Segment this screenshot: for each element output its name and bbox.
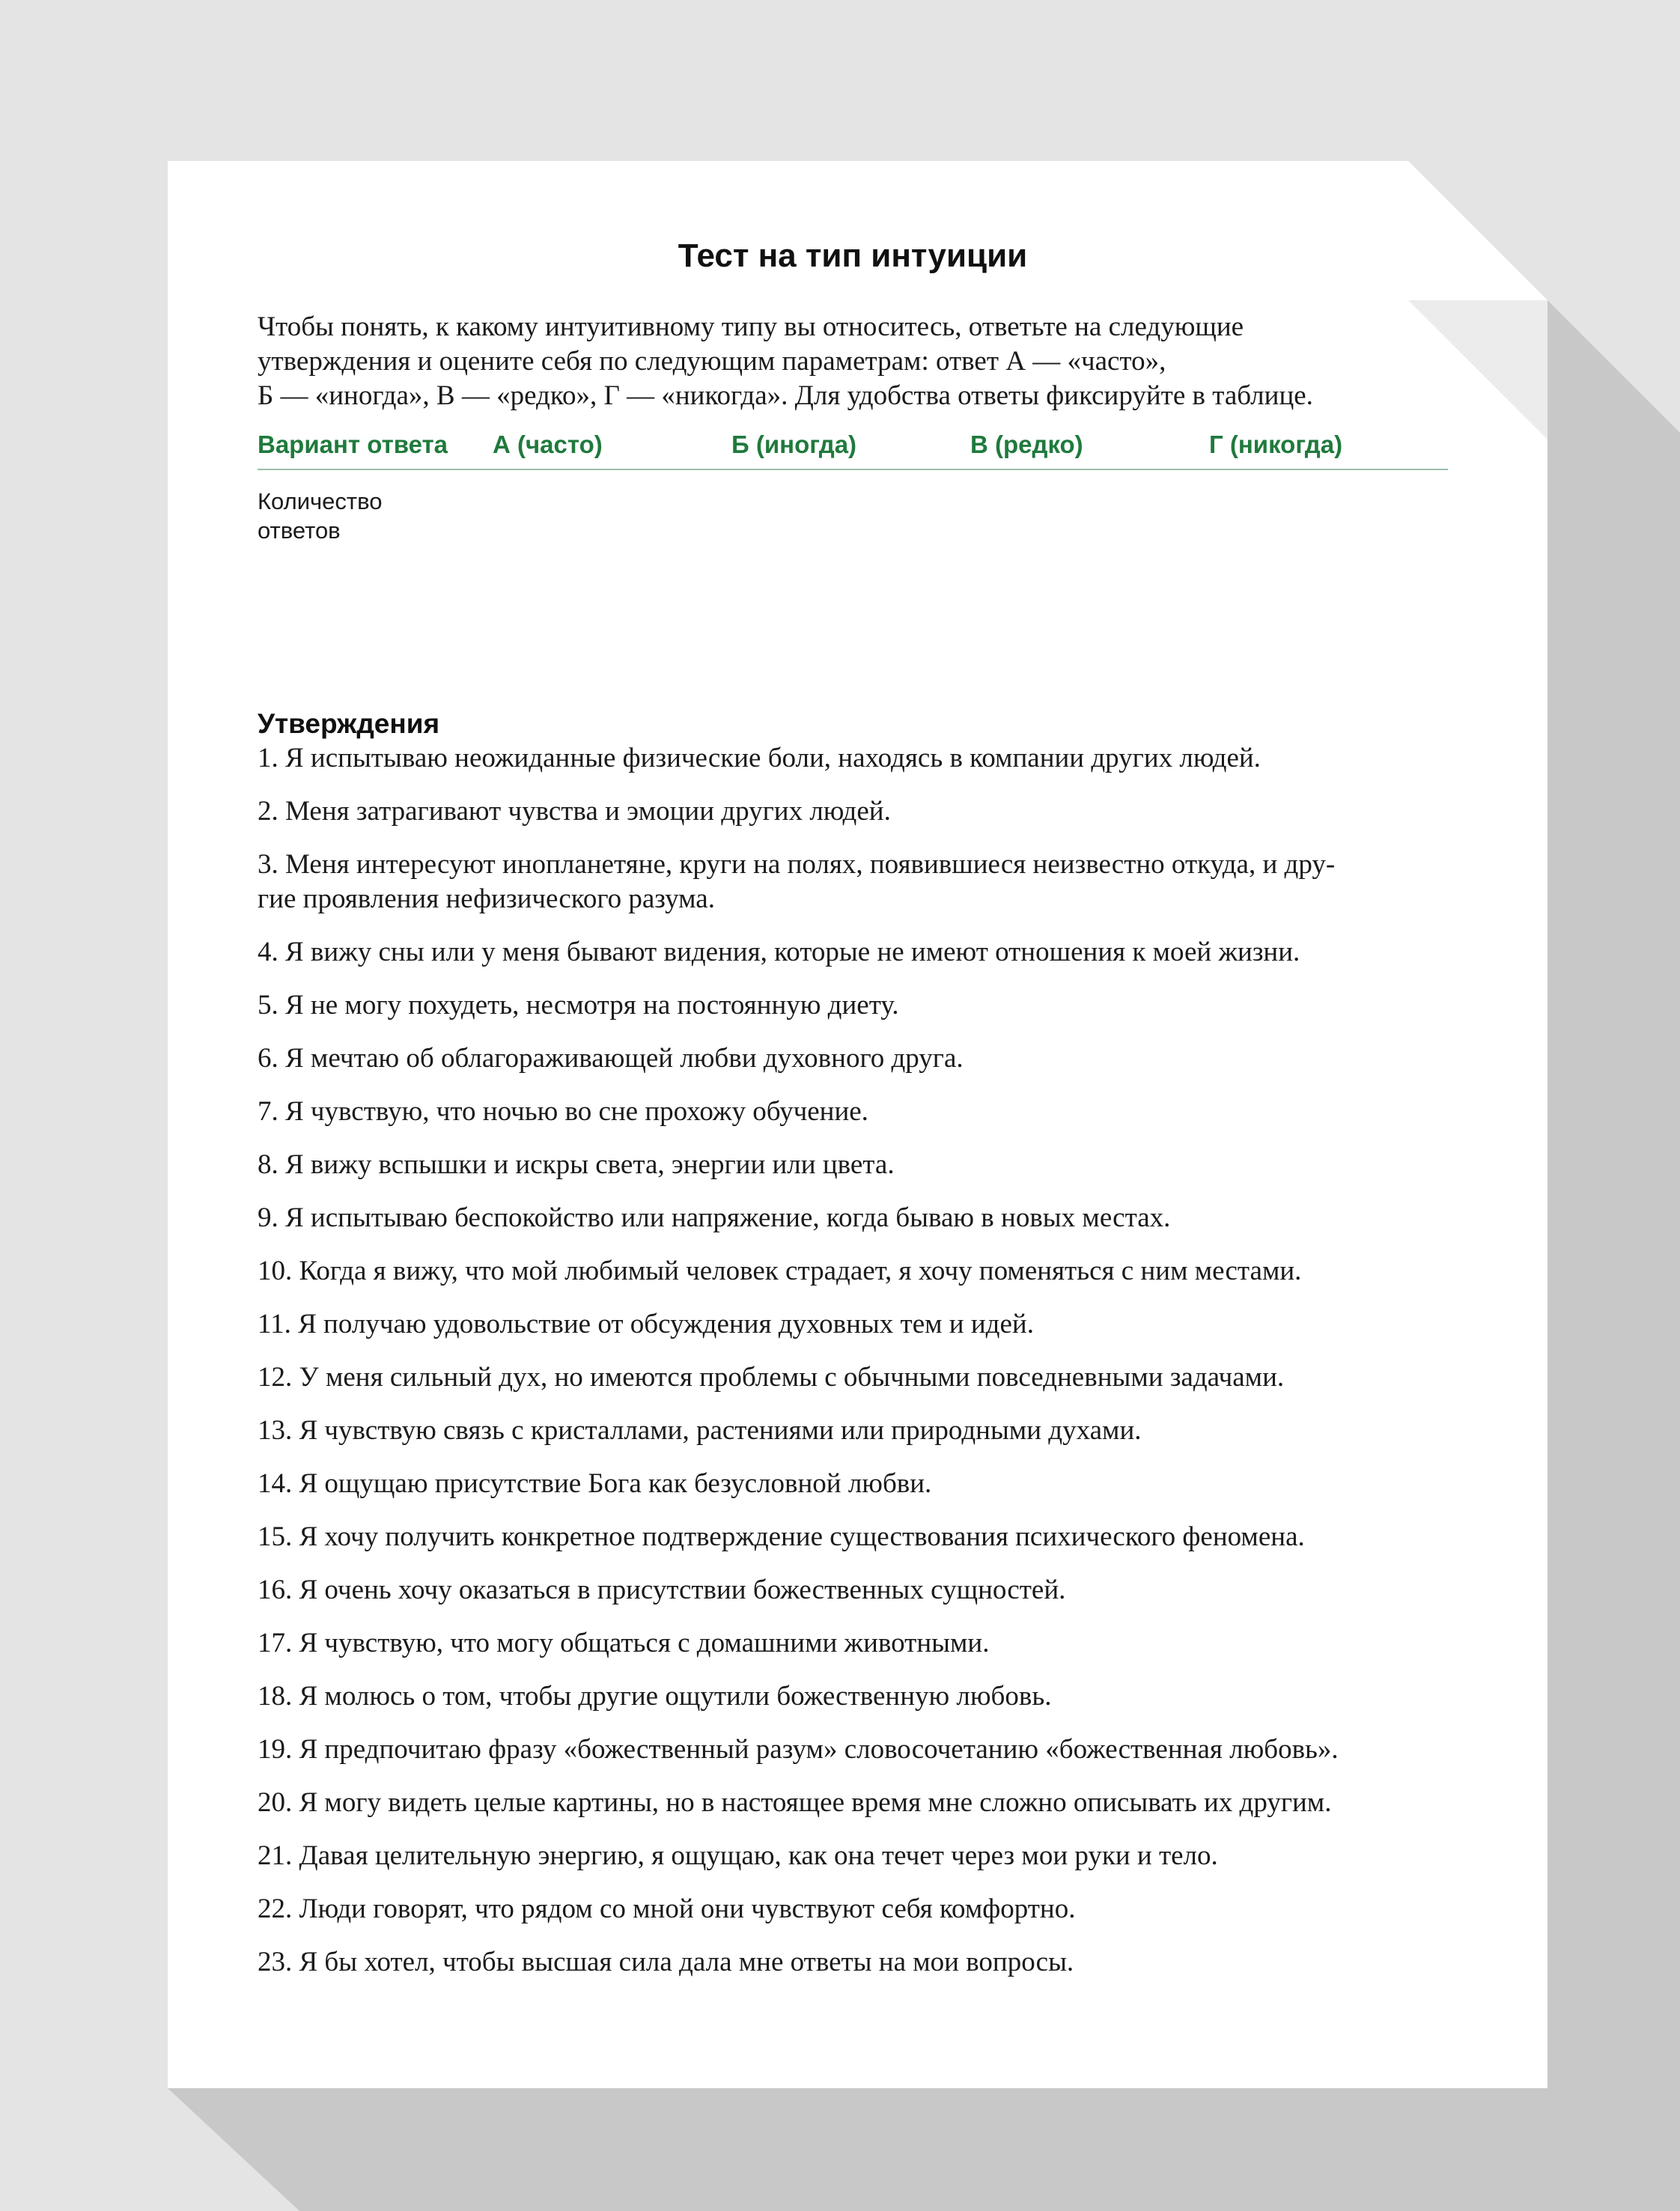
statement-item xyxy=(258,1201,1455,1235)
header-option-a: А (часто) xyxy=(493,428,731,469)
statement-item xyxy=(258,1307,1455,1342)
answer-table xyxy=(258,428,1448,545)
statement-item xyxy=(258,935,1455,970)
statement-item xyxy=(258,1626,1455,1661)
statement-text: 2. Меня затрагивают чувства и эмоции других людей. xyxy=(258,796,891,827)
statement-text: 4. Я вижу сны или у меня бывают видения, которые не имеют отношения к моей жизни. xyxy=(258,937,1300,967)
statement-item xyxy=(258,1041,1455,1076)
statement-text: 12. У меня сильный дух, но имеются проблемы с обычными повседневными задачами. xyxy=(258,1362,1285,1393)
answer-count-label xyxy=(258,469,493,545)
statement-item xyxy=(258,1892,1455,1926)
answer-count-a-cell[interactable] xyxy=(493,469,731,545)
page-title: Тест на тип интуиции xyxy=(678,237,1028,274)
statement-item xyxy=(258,1733,1455,1767)
statement-item xyxy=(258,1148,1455,1182)
statement-text: 18. Я молюсь о том, чтобы другие ощутили божественную любовь. xyxy=(258,1681,1052,1712)
statement-item xyxy=(258,1360,1455,1395)
statement-item xyxy=(258,1786,1455,1820)
answer-count-v-cell[interactable] xyxy=(970,469,1209,545)
statement-text: гие проявления нефизического разума. xyxy=(258,884,715,914)
statement-item xyxy=(258,1945,1455,1980)
statement-item xyxy=(258,794,1455,829)
statement-text: 15. Я хочу получить конкретное подтверждение существования психического феномена. xyxy=(258,1521,1305,1552)
answer-count-g-cell[interactable] xyxy=(1209,469,1448,545)
statement-text: 20. Я могу видеть целые картины, но в настоящее время мне сложно описывать их другим. xyxy=(258,1787,1332,1818)
statement-text: 14. Я ощущаю присутствие Бога как безусловной любви. xyxy=(258,1468,932,1499)
statement-text: 6. Я мечтаю об облагораживающей любви духовного друга. xyxy=(258,1043,964,1074)
statement-text: 3. Меня интересуют инопланетяне, круги на полях, появившиеся неизвестно откуда, и дру- xyxy=(258,849,1336,880)
statement-text: 1. Я испытываю неожиданные физические боли, находясь в компании других людей. xyxy=(258,743,1261,773)
header-option-g: Г (никогда) xyxy=(1209,428,1448,469)
statement-item xyxy=(258,1095,1455,1129)
header-answer-variant: Вариант ответа xyxy=(258,428,493,469)
statement-text: 7. Я чувствую, что ночью во сне прохожу обучение. xyxy=(258,1096,868,1127)
statement-item xyxy=(258,1414,1455,1448)
intro-line: утверждения и оцените себя по следующим параметрам: ответ А — «часто», xyxy=(258,346,1166,377)
statement-text: 9. Я испытываю беспокойство или напряжение, когда бываю в новых местах. xyxy=(258,1202,1171,1233)
answer-count-row xyxy=(258,469,1448,545)
statement-item xyxy=(258,848,1455,916)
statement-text: 16. Я очень хочу оказаться в присутствии божественных сущностей. xyxy=(258,1575,1066,1605)
statements-heading: Утверждения xyxy=(258,708,440,739)
statement-text: 13. Я чувствую связь с кристаллами, растениями или природными духами. xyxy=(258,1415,1142,1446)
answer-count-b-cell[interactable] xyxy=(731,469,970,545)
intro-line: Б — «иногда», В — «редко», Г — «никогда». Для удобства ответы фиксируйте в таблице. xyxy=(258,380,1313,411)
statement-text: 23. Я бы хотел, чтобы высшая сила дала мне ответы на мои вопросы. xyxy=(258,1947,1074,1977)
header-option-v: В (редко) xyxy=(970,428,1209,469)
answer-table-header-row xyxy=(258,428,1448,469)
answer-count-label-line: ответов xyxy=(258,517,341,544)
statement-text: 17. Я чувствую, что могу общаться с домашними животными. xyxy=(258,1628,990,1658)
statement-item xyxy=(258,1839,1455,1873)
statement-item xyxy=(258,741,1455,776)
header-option-b: Б (иногда) xyxy=(731,428,970,469)
intro-paragraph xyxy=(258,310,1448,413)
statement-item xyxy=(258,1520,1455,1554)
statement-item xyxy=(258,1573,1455,1608)
statement-item xyxy=(258,1254,1455,1289)
statement-item xyxy=(258,1679,1455,1714)
statements-list xyxy=(258,741,1455,1998)
statement-text: 10. Когда я вижу, что мой любимый человек страдает, я хочу поменяться с ним местами. xyxy=(258,1256,1302,1286)
statement-text: 22. Люди говорят, что рядом со мной они чувствуют себя комфортно. xyxy=(258,1894,1076,1924)
statement-text: 11. Я получаю удовольствие от обсуждения духовных тем и идей. xyxy=(258,1309,1034,1339)
statement-text: 19. Я предпочитаю фразу «божественный разум» словосочетанию «божественная любовь». xyxy=(258,1734,1339,1765)
answer-count-label-line: Количество xyxy=(258,488,383,514)
statement-text: 21. Давая целительную энергию, я ощущаю, как она течет через мои руки и тело. xyxy=(258,1840,1218,1871)
statement-item xyxy=(258,988,1455,1023)
statement-text: 8. Я вижу вспышки и искры света, энергии или цвета. xyxy=(258,1149,895,1180)
statement-item xyxy=(258,1467,1455,1501)
statement-text: 5. Я не могу похудеть, несмотря на постоянную диету. xyxy=(258,990,899,1021)
intro-line: Чтобы понять, к какому интуитивному типу вы относитесь, ответьте на следующие xyxy=(258,311,1244,342)
